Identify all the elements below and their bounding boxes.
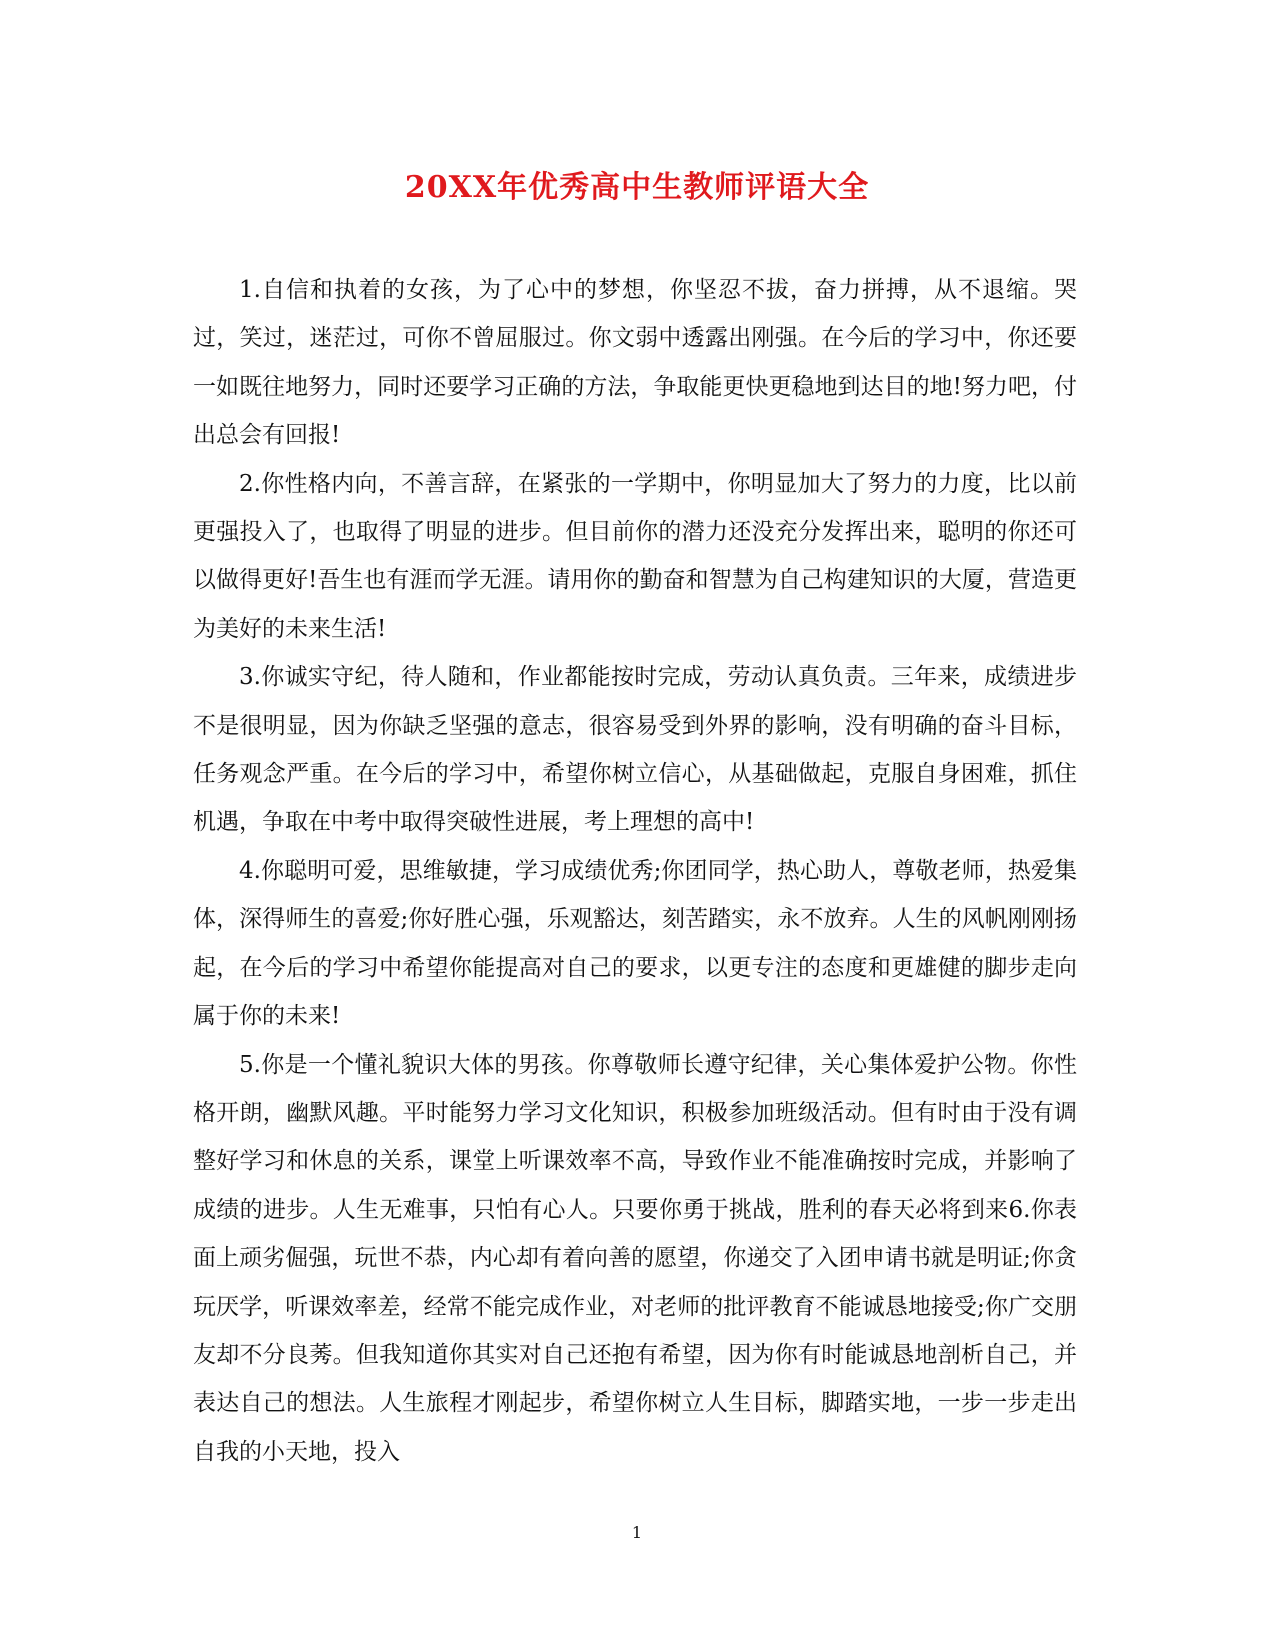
document-body [193,266,1077,1476]
paragraph-1: 1.自信和执着的女孩，为了心中的梦想，你坚忍不拔，奋力拼搏，从不退缩。哭过，笑过，迷茫过，可你不曾屈服过。你文弱中透露出刚强。在今后的学习中，你还要一如既往地努力，同时还要学习正确的方法，争取能更快更稳地到达目的地!努力吧，付出总会有回报! [193,277,1077,449]
paragraph-2: 2.你性格内向，不善言辞，在紧张的一学期中，你明显加大了努力的力度，比以前更强投入了，也取得了明显的进步。但目前你的潜力还没充分发挥出来，聪明的你还可以做得更好!吾生也有涯而学无涯。请用你的勤奋和智慧为自己构建知识的大厦，营造更为美好的未来生活! [193,470,1077,642]
paragraph-3: 3.你诚实守纪，待人随和，作业都能按时完成，劳动认真负责。三年来，成绩进步不是很明显，因为你缺乏坚强的意志，很容易受到外界的影响，没有明确的奋斗目标，任务观念严重。在今后的学习中，希望你树立信心，从基础做起，克服自身困难，抓住机遇，争取在中考中取得突破性进展，考上理想的高中! [193,664,1077,836]
page-number: 1 [631,1523,643,1542]
document-title: 20XX年优秀高中生教师评语大全 [404,170,870,205]
paragraph-4: 4.你聪明可爱，思维敏捷，学习成绩优秀;你团同学，热心助人，尊敬老师，热爱集体，深得师生的喜爱;你好胜心强，乐观豁达，刻苦踏实，永不放弃。人生的风帆刚刚扬起，在今后的学习中希望你能提高对自己的要求，以更专注的态度和更雄健的脚步走向属于你的未来! [193,857,1077,1030]
paragraph-5: 5.你是一个懂礼貌识大体的男孩。你尊敬师长遵守纪律，关心集体爱护公物。你性格开朗，幽默风趣。平时能努力学习文化知识，积极参加班级活动。但有时由于没有调整好学习和休息的关系，课堂上听课效率不高，导致作业不能准确按时完成，并影响了成绩的进步。人生无难事，只怕有心人。只要你勇于挑战，胜利的春天必将到来6.你表面上顽劣倔强，玩世不恭，内心却有着向善的愿望，你递交了入团申请书就是明证;你贪玩厌学，听课效率差，经常不能完成作业，对老师的批评教育不能诚恳地接受;你广交朋友却不分良莠。但我知道你其实对自己还抱有希望，因为你有时能诚恳地剖析自己，并表达自己的想法。人生旅程才刚起步，希望你树立人生目标，脚踏实地，一步一步走出自我的小天地，投入 [193,1051,1077,1465]
